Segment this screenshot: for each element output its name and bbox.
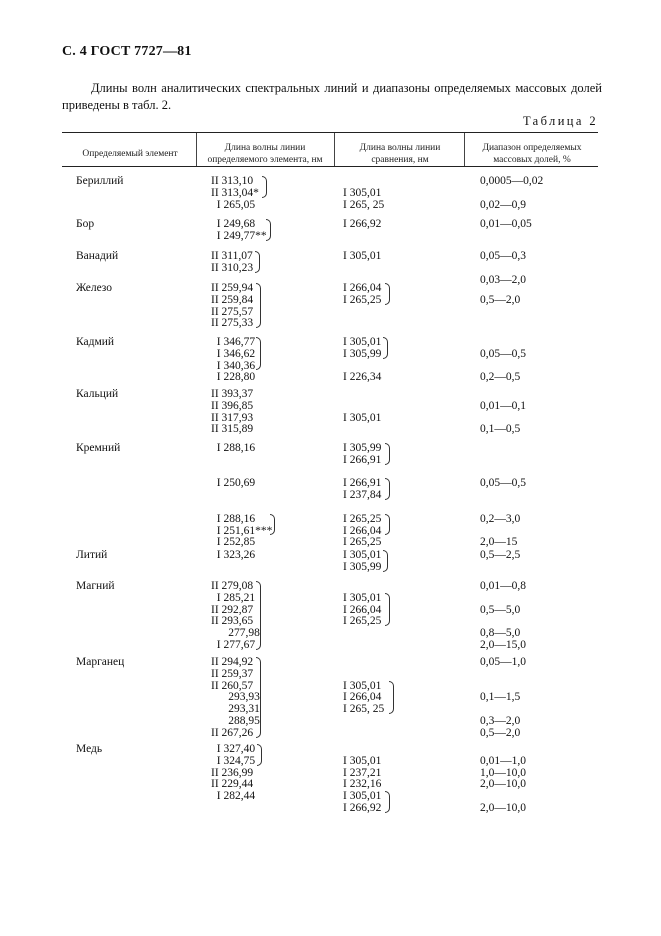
range-cell: 2,0—10,0: [480, 778, 526, 791]
reference-cell: I 305,01: [343, 591, 382, 604]
reference-cell: I 305,99: [343, 347, 382, 360]
range-cell: 0,2—0,5: [480, 371, 521, 384]
wavelength-cell: 293,31: [211, 703, 260, 716]
element-name: Марганец: [76, 656, 125, 668]
reference-cell: I 266,92: [343, 218, 382, 230]
curly-brace: [256, 657, 261, 738]
wavelength-cell: II 259,37: [211, 667, 254, 680]
wavelength-cell: I 327,40: [211, 743, 256, 755]
wavelength-cell: II 236,99: [211, 766, 254, 779]
curly-brace: [383, 337, 388, 359]
curly-brace: [389, 681, 394, 714]
reference-cell: I 266,04: [343, 691, 382, 704]
reference-cell: I 232,16: [343, 778, 382, 791]
range-cell: 0,05—0,5: [480, 347, 526, 360]
curly-brace: [270, 514, 275, 536]
wavelength-cell: II 229,44: [211, 778, 254, 791]
reference-cell: I 265,25: [343, 293, 382, 306]
reference-cell: I 266,92: [343, 802, 382, 814]
reference-cell: I 305,01: [343, 790, 382, 803]
column-header-range: Диапазон определяемых массовых долей, %: [482, 143, 582, 165]
wavelength-cell: 293,93: [211, 691, 260, 704]
wavelength-cell: I 288,16: [211, 442, 256, 454]
curly-brace: [257, 744, 262, 766]
reference-cell: I 265,25: [343, 536, 382, 549]
wavelength-cell: I 251,61***: [211, 524, 273, 537]
reference-cell: I 305,01: [343, 250, 382, 262]
element-name: Литий: [76, 549, 108, 561]
wavelength-cell: 277,98: [211, 627, 260, 640]
range-cell: 2,0—10,0: [480, 802, 526, 814]
reference-cell: I 226,34: [343, 371, 382, 384]
reference-cell: I 305,99: [343, 442, 382, 454]
wavelength-cell: II 259,94: [211, 282, 254, 294]
curly-brace: [385, 283, 390, 305]
reference-cell: I 305,01: [343, 336, 382, 348]
element-name: Железо: [76, 282, 113, 294]
wavelength-cell: II 260,57: [211, 679, 254, 692]
element-name: Медь: [76, 743, 103, 755]
wavelength-cell: II 259,84: [211, 293, 254, 306]
range-cell: 0,2—3,0: [480, 512, 521, 525]
curly-brace: [385, 593, 390, 626]
curly-brace: [383, 550, 388, 572]
curly-brace: [256, 581, 261, 650]
wavelength-cell: I 324,75: [211, 754, 256, 767]
wavelength-cell: II 292,87: [211, 603, 254, 616]
intro-paragraph: Длины волн аналитических спектральных линий и диапазоны определяемых массовых долей приведены в табл. 2.: [62, 81, 602, 112]
reference-cell: I 305,99: [343, 560, 382, 573]
wavelength-cell: II 393,37: [211, 388, 254, 400]
range-cell: 0,01—1,0: [480, 754, 526, 767]
range-cell: 2,0—15: [480, 536, 518, 549]
range-cell: 2,0—15,0: [480, 639, 526, 651]
range-cell: 0,5—2,0: [480, 726, 521, 739]
element-name: Бериллий: [76, 175, 124, 187]
element-name: Кремний: [76, 442, 121, 454]
reference-cell: I 305,01: [343, 549, 382, 561]
wavelength-cell: I 323,26: [211, 549, 256, 561]
wavelength-cell: II 313,04*: [211, 186, 259, 199]
table-label: Таблица 2: [522, 114, 598, 128]
range-cell: 0,01—0,8: [480, 580, 526, 592]
column-header-element: Определяемый элемент: [82, 149, 178, 159]
column-header-wavelength: Длина волны линии определяемого элемента, нм: [207, 143, 323, 165]
range-cell: 0,8—5,0: [480, 627, 521, 640]
wavelength-cell: II 396,85: [211, 399, 254, 412]
reference-cell: I 305,01: [343, 754, 382, 767]
element-name: Бор: [76, 218, 95, 230]
reference-cell: I 266,91: [343, 477, 382, 490]
reference-cell: I 305,01: [343, 679, 382, 692]
reference-cell: I 265,25: [343, 615, 382, 628]
wavelength-cell: II 313,10: [211, 175, 254, 187]
element-name: Кадмий: [76, 336, 115, 348]
range-cell: 0,02—0,9: [480, 198, 526, 211]
wavelength-cell: I 265,05: [211, 198, 256, 211]
curly-brace: [385, 791, 390, 813]
range-cell: 0,05—1,0: [480, 656, 526, 668]
reference-cell: I 265,25: [343, 512, 382, 525]
curly-brace: [256, 337, 261, 370]
wavelength-cell: II 310,23: [211, 261, 254, 274]
wavelength-cell: I 249,77**: [211, 229, 267, 242]
curly-brace: [385, 478, 390, 500]
curly-brace: [385, 443, 390, 465]
range-cell: 0,03—2,0: [480, 273, 526, 286]
reference-cell: I 266,91: [343, 453, 382, 466]
range-cell: 0,5—5,0: [480, 603, 521, 616]
wavelength-cell: 288,95: [211, 715, 260, 727]
wavelength-cell: I 282,44: [211, 790, 256, 803]
reference-cell: I 305,01: [343, 411, 382, 424]
element-name: Магний: [76, 580, 115, 592]
wavelength-cell: I 340,36: [211, 359, 256, 372]
reference-cell: I 265, 25: [343, 703, 385, 716]
curly-brace: [262, 176, 267, 198]
wavelength-cell: I 288,16: [211, 512, 256, 525]
curly-brace: [385, 514, 390, 536]
range-cell: 0,5—2,0: [480, 293, 521, 306]
column-header-reference: Длина волны линии сравнения, нм: [359, 143, 441, 165]
reference-cell: I 305,01: [343, 186, 382, 199]
range-cell: 0,1—1,5: [480, 691, 521, 704]
element-name: Ванадий: [76, 250, 119, 262]
curly-brace: [266, 219, 271, 241]
wavelength-cell: I 252,85: [211, 536, 256, 549]
wavelength-cell: II 275,33: [211, 317, 254, 330]
page-header: С. 4 ГОСТ 7727—81: [62, 44, 192, 59]
reference-cell: I 266,04: [343, 603, 382, 616]
range-cell: 0,1—0,5: [480, 423, 521, 436]
wavelength-cell: I 277,67: [211, 639, 256, 651]
wavelength-cell: II 293,65: [211, 615, 254, 628]
reference-cell: I 237,84: [343, 489, 382, 502]
range-cell: 0,05—0,5: [480, 477, 526, 490]
wavelength-cell: II 311,07: [211, 250, 253, 262]
reference-cell: I 266,04: [343, 282, 382, 294]
wavelength-cell: I 249,68: [211, 218, 256, 230]
range-cell: 0,01—0,05: [480, 218, 532, 230]
reference-cell: I 266,04: [343, 524, 382, 537]
wavelength-cell: I 228,80: [211, 371, 256, 384]
range-cell: 1,0—10,0: [480, 766, 526, 779]
wavelength-cell: II 267,26: [211, 726, 254, 739]
curly-brace: [256, 283, 261, 328]
wavelength-cell: II 294,92: [211, 656, 254, 668]
wavelength-cell: I 346,77: [211, 336, 256, 348]
wavelength-cell: II 315,89: [211, 423, 254, 436]
wavelength-cell: I 250,69: [211, 477, 256, 490]
element-name: Кальций: [76, 388, 119, 400]
wavelength-cell: I 285,21: [211, 591, 256, 604]
range-cell: 0,0005—0,02: [480, 175, 544, 187]
curly-brace: [255, 251, 260, 273]
wavelength-cell: II 317,93: [211, 411, 254, 424]
range-cell: 0,5—2,5: [480, 549, 521, 561]
wavelength-cell: I 346,62: [211, 347, 256, 360]
range-cell: 0,05—0,3: [480, 250, 526, 262]
range-cell: 0,01—0,1: [480, 399, 526, 412]
reference-cell: I 265, 25: [343, 198, 385, 211]
range-cell: 0,3—2,0: [480, 715, 521, 727]
wavelength-cell: II 279,08: [211, 580, 254, 592]
reference-cell: I 237,21: [343, 766, 382, 779]
wavelength-cell: II 275,57: [211, 305, 254, 318]
